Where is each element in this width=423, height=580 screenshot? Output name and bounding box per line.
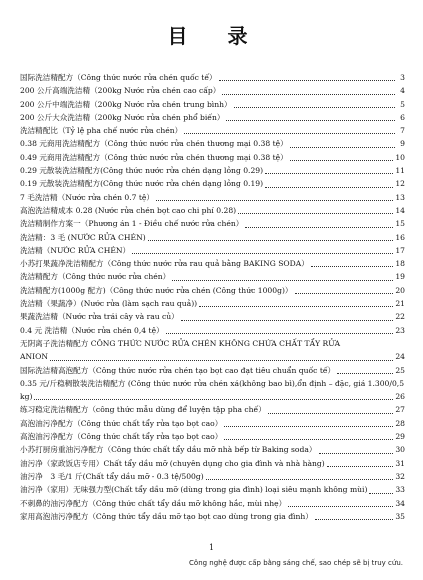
toc-entry[interactable] xyxy=(20,244,405,257)
dot-leader xyxy=(132,253,393,254)
toc-page-number: 31 xyxy=(395,458,405,468)
toc-entry-text: 200 公斤高端洗洁精（200kg Nước rửa chén cao cấp） xyxy=(20,86,221,96)
toc-entry-text: 果蔬洗洁精（Nước rửa trái cây và rau củ） xyxy=(20,312,179,322)
dot-leader xyxy=(369,493,393,494)
dot-leader xyxy=(219,80,395,81)
dot-leader xyxy=(34,399,393,400)
toc-page-number: 6 xyxy=(400,112,405,122)
toc-page-number: 21 xyxy=(395,299,405,309)
dot-leader xyxy=(181,320,394,321)
toc-page-number: 22 xyxy=(395,312,405,322)
dot-leader xyxy=(224,439,393,440)
toc-entry-text: 0.38 元商用洗洁精配方（Công thức nước rửa chén thương mại 0.38 tệ） xyxy=(20,139,288,149)
toc-entry[interactable] xyxy=(20,124,405,137)
toc-entry[interactable] xyxy=(20,417,405,430)
toc-entry[interactable] xyxy=(20,231,405,244)
toc-entry[interactable] xyxy=(20,470,405,483)
toc-entry[interactable] xyxy=(20,151,405,164)
toc-entry[interactable] xyxy=(20,457,405,470)
toc-page-number: 17 xyxy=(395,245,405,255)
toc-entry-text: 洗洁精配比（Tỷ lệ pha chế nước rửa chén） xyxy=(20,126,183,136)
toc-entry[interactable] xyxy=(20,98,405,111)
toc-entry-line2 xyxy=(20,390,405,403)
dot-leader xyxy=(337,373,393,374)
toc-page-number: 32 xyxy=(395,471,405,481)
dot-leader xyxy=(290,147,395,148)
toc-entry[interactable] xyxy=(20,403,405,416)
toc-entry[interactable] xyxy=(20,497,405,510)
toc-entry-text: 洗洁精配方(1000g 配方)（Công thức nước rửa chén (Công thức 1000g)） xyxy=(20,285,293,295)
toc-page-number: 23 xyxy=(395,325,405,335)
toc-page-number: 9 xyxy=(400,139,405,149)
toc-page-number: 16 xyxy=(395,232,405,242)
toc-page-number: 27 xyxy=(395,405,405,415)
toc-entry[interactable] xyxy=(20,191,405,204)
toc-page-number: 14 xyxy=(395,205,405,215)
toc-entry[interactable] xyxy=(20,84,405,97)
toc-entry-text: 小苏打果蔬净洗洁精配方（Công thức nước rửa rau quả bằng BAKING SODA） xyxy=(20,259,309,269)
dot-leader xyxy=(234,107,395,108)
toc-entry[interactable] xyxy=(20,111,405,124)
toc-entry-text: 油污净（家政饭店专用）Chất tẩy dầu mỡ (chuyên dụng cho gia đình và nhà hàng) xyxy=(20,458,325,468)
dot-leader xyxy=(184,133,395,134)
dot-leader xyxy=(315,519,393,520)
dot-leader xyxy=(148,240,394,241)
dot-leader xyxy=(265,173,393,174)
toc-entry-text: 不刺鼻的油污净配方（Công thức chất tẩy dầu mỡ không hắc, mùi nhẹ） xyxy=(20,498,287,508)
dot-leader xyxy=(50,360,393,361)
toc-page-number: 34 xyxy=(395,498,405,508)
toc-entry-text: 洗洁精制作方案一（Phương án 1 - Điều chế nước rửa chén） xyxy=(20,219,244,229)
toc-entry[interactable] xyxy=(20,297,405,310)
toc-entry-text: 小苏打厨房重油污净配方（Công thức chất tẩy dầu mỡ nhà bếp từ Baking soda） xyxy=(20,445,317,455)
toc-page-number: 24 xyxy=(395,352,405,362)
dot-leader xyxy=(226,120,395,121)
toc-page-number: 33 xyxy=(395,485,405,495)
toc-entry-line2 xyxy=(20,350,405,363)
toc-entry-text: 高泡洗洁精成本 0.28 (Nước rửa chén bọt cao chi phí 0.28) xyxy=(20,205,237,215)
dot-leader xyxy=(172,280,393,281)
toc-page-number: 30 xyxy=(395,445,405,455)
toc-entry-text-continued: ANION xyxy=(20,352,48,362)
toc-entry-text: 油污净 3 毛/1 斤(Chất tẩy dầu mỡ - 0.3 tệ/500g) xyxy=(20,471,204,481)
page-title: 目 录 xyxy=(167,24,258,48)
dot-leader xyxy=(311,266,394,267)
page-number: 1 xyxy=(208,543,215,552)
toc-entry-text: 7 毛洗洁精（Nước rửa chén 0.7 tệ） xyxy=(20,192,155,202)
dot-leader xyxy=(288,506,393,507)
table-of-contents xyxy=(20,71,405,523)
toc-page-number: 28 xyxy=(395,418,405,428)
toc-page-number: 7 xyxy=(400,126,405,136)
toc-entry-text: 国际洗洁精高泡配方（Công thức nước rửa chén tạo bọt cao đạt tiêu chuẩn quốc tế） xyxy=(20,365,336,375)
toc-entry[interactable] xyxy=(20,270,405,283)
toc-entry-text: 0.4 元 洗洁精（Nước rửa chén 0,4 tệ） xyxy=(20,325,164,335)
toc-entry-text: 油污净（家用）无味强力型(Chất tẩy dầu mỡ (dùng trong gia đình) loại siêu mạnh không mùi) xyxy=(20,485,368,495)
toc-entry-text: 洗洁精：3 毛 (NƯỚC RỬA CHÉN) xyxy=(20,232,146,242)
toc-entry[interactable] xyxy=(20,137,405,150)
dot-leader xyxy=(222,94,395,95)
toc-entry[interactable] xyxy=(20,164,405,177)
copyright-note: Công nghệ được cấp bằng sáng chế, sao chép sẽ bị truy cứu. xyxy=(189,559,403,567)
toc-entry-text: 200 公斤大众洗洁精（200kg Nước rửa chén phổ biến） xyxy=(20,112,225,122)
toc-entry[interactable] xyxy=(20,443,405,456)
toc-entry-text: 无阴离子洗洁精配方 CÔNG THỨC NƯỚC RỬA CHÉN KHÔNG CHỨA CHẤT TẨY RỬA xyxy=(20,338,341,348)
dot-leader xyxy=(199,306,393,307)
toc-entry-text: 0.29 元散装洗洁精配方(Công thức nước rửa chén dạng lỏng 0.29) xyxy=(20,166,264,176)
toc-page-number: 15 xyxy=(395,219,405,229)
toc-entry[interactable] xyxy=(20,310,405,323)
dot-leader xyxy=(290,160,394,161)
dot-leader xyxy=(319,453,394,454)
dot-leader xyxy=(295,293,394,294)
toc-entry-text: 洗洁精（果蔬净）(Nước rửa (làm sạch rau quả)) xyxy=(20,299,198,309)
toc-entry-text: 0.19 元散装洗洁精配方(Công thức nước rửa chén dạng lỏng 0.19) xyxy=(20,179,264,189)
toc-page-number: 35 xyxy=(395,511,405,521)
toc-page-number: 4 xyxy=(400,86,405,96)
toc-entry[interactable] xyxy=(20,284,405,297)
toc-entry-text: 0.35 元/斤稳稠散装洗洁精配方 (Công thức nước rửa chén xá(không bao bì),ổn định – đặc, giá 1.300/0,5 xyxy=(20,378,405,388)
toc-entry[interactable] xyxy=(20,430,405,443)
toc-entry[interactable] xyxy=(20,364,405,377)
toc-page-number: 5 xyxy=(400,99,405,109)
toc-entry-text: 高泡油污净配方（Công thức chất tẩy rửa tạo bọt cao） xyxy=(20,418,223,428)
toc-entry[interactable] xyxy=(20,204,405,217)
toc-page-number: 13 xyxy=(395,192,405,202)
toc-page-number: 26 xyxy=(395,392,405,402)
toc-entry[interactable] xyxy=(20,377,405,404)
toc-page-number: 29 xyxy=(395,432,405,442)
toc-entry[interactable] xyxy=(20,337,405,364)
toc-entry-text: 家用高泡油污净配方（Công thức tẩy dầu mỡ tạo bọt cao dùng trong gia đình） xyxy=(20,511,313,521)
toc-entry-text-continued: kg) xyxy=(20,392,33,402)
toc-page-number: 19 xyxy=(395,272,405,282)
toc-entry[interactable] xyxy=(20,177,405,190)
dot-leader xyxy=(327,466,394,467)
dot-leader xyxy=(245,227,393,228)
toc-entry[interactable] xyxy=(20,217,405,230)
dot-leader xyxy=(224,426,393,427)
dot-leader xyxy=(268,413,394,414)
toc-entry[interactable] xyxy=(20,324,405,337)
toc-entry-text: 高泡油污净配方（Công thức chất tẩy rửa tạo bọt cao） xyxy=(20,432,223,442)
dot-leader xyxy=(156,200,393,201)
toc-page-number: 3 xyxy=(400,73,405,82)
toc-entry[interactable] xyxy=(20,483,405,496)
dot-leader xyxy=(206,479,394,480)
toc-entry-text: 洗洁精（NƯỚC RỬA CHÉN） xyxy=(20,245,131,255)
toc-entry[interactable] xyxy=(20,71,405,84)
toc-page-number: 10 xyxy=(395,152,405,162)
toc-page-number: 12 xyxy=(395,179,405,189)
toc-entry-text: 洗洁精配方（Công thức nước rửa chén） xyxy=(20,272,171,282)
toc-entry-text: 练习稳定洗洁精配方（công thức mẫu dùng để luyện tập pha chế） xyxy=(20,405,266,415)
toc-entry[interactable] xyxy=(20,257,405,270)
dot-leader xyxy=(238,213,393,214)
toc-page-number: 25 xyxy=(395,365,405,375)
toc-page-number: 11 xyxy=(395,166,405,176)
toc-page-number: 20 xyxy=(395,285,405,295)
toc-page-number: 18 xyxy=(395,259,405,269)
toc-entry-text: 国际洗洁精配方（Công thức nước rửa chén quốc tế） xyxy=(20,73,217,82)
toc-entry-text: 200 公斤中端洗洁精（200kg Nước rửa chén trung bình） xyxy=(20,99,232,109)
toc-entry[interactable] xyxy=(20,510,405,523)
toc-entry-text: 0.49 元商用洗洁精配方（Công thức nước rửa chén thương mại 0.38 tệ） xyxy=(20,152,288,162)
dot-leader xyxy=(265,187,393,188)
dot-leader xyxy=(166,333,394,334)
